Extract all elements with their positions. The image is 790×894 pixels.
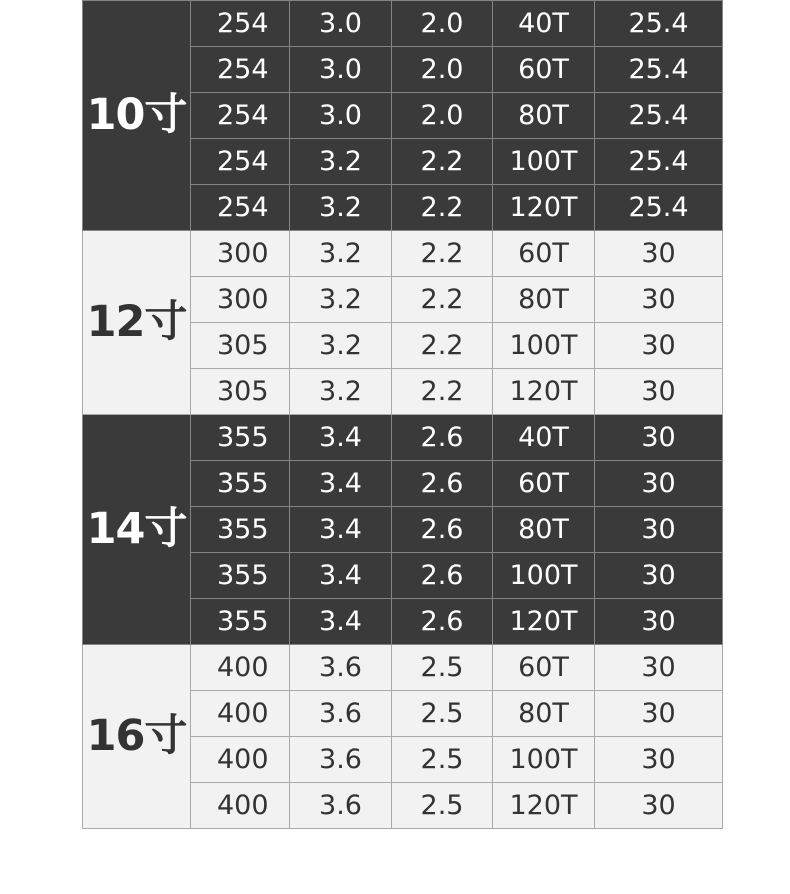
teeth-cell: 60T bbox=[493, 47, 595, 93]
diameter-cell: 355 bbox=[191, 461, 290, 507]
bore-cell: 30 bbox=[595, 783, 723, 829]
diameter-cell: 355 bbox=[191, 553, 290, 599]
kerf-cell: 3.6 bbox=[290, 783, 392, 829]
size-label-3: 14寸 bbox=[83, 415, 191, 645]
kerf-cell: 3.2 bbox=[290, 231, 392, 277]
size-label-1: 10寸 bbox=[83, 1, 191, 231]
bore-cell: 30 bbox=[595, 645, 723, 691]
bore-cell: 25.4 bbox=[595, 185, 723, 231]
plate-cell: 2.6 bbox=[392, 415, 493, 461]
size-label-2: 12寸 bbox=[83, 231, 191, 415]
bore-cell: 25.4 bbox=[595, 47, 723, 93]
bore-cell: 30 bbox=[595, 415, 723, 461]
table-row bbox=[83, 231, 723, 277]
teeth-cell: 80T bbox=[493, 691, 595, 737]
plate-cell: 2.6 bbox=[392, 461, 493, 507]
diameter-cell: 254 bbox=[191, 93, 290, 139]
teeth-cell: 120T bbox=[493, 369, 595, 415]
kerf-cell: 3.2 bbox=[290, 185, 392, 231]
plate-cell: 2.2 bbox=[392, 369, 493, 415]
diameter-cell: 305 bbox=[191, 369, 290, 415]
plate-cell: 2.5 bbox=[392, 691, 493, 737]
diameter-cell: 355 bbox=[191, 415, 290, 461]
plate-cell: 2.0 bbox=[392, 1, 493, 47]
kerf-cell: 3.0 bbox=[290, 47, 392, 93]
bore-cell: 30 bbox=[595, 323, 723, 369]
diameter-cell: 254 bbox=[191, 1, 290, 47]
teeth-cell: 80T bbox=[493, 93, 595, 139]
plate-cell: 2.2 bbox=[392, 277, 493, 323]
plate-cell: 2.2 bbox=[392, 139, 493, 185]
kerf-cell: 3.4 bbox=[290, 461, 392, 507]
teeth-cell: 100T bbox=[493, 737, 595, 783]
kerf-cell: 3.4 bbox=[290, 415, 392, 461]
diameter-cell: 300 bbox=[191, 277, 290, 323]
diameter-cell: 400 bbox=[191, 691, 290, 737]
bore-cell: 25.4 bbox=[595, 1, 723, 47]
bore-cell: 30 bbox=[595, 553, 723, 599]
teeth-cell: 40T bbox=[493, 415, 595, 461]
table-row bbox=[83, 415, 723, 461]
kerf-cell: 3.4 bbox=[290, 507, 392, 553]
teeth-cell: 120T bbox=[493, 185, 595, 231]
table-row bbox=[83, 1, 723, 47]
teeth-cell: 120T bbox=[493, 783, 595, 829]
kerf-cell: 3.2 bbox=[290, 369, 392, 415]
diameter-cell: 400 bbox=[191, 737, 290, 783]
table-row bbox=[83, 645, 723, 691]
plate-cell: 2.5 bbox=[392, 783, 493, 829]
kerf-cell: 3.2 bbox=[290, 139, 392, 185]
bore-cell: 30 bbox=[595, 507, 723, 553]
teeth-cell: 60T bbox=[493, 645, 595, 691]
kerf-cell: 3.4 bbox=[290, 599, 392, 645]
diameter-cell: 305 bbox=[191, 323, 290, 369]
plate-cell: 2.5 bbox=[392, 737, 493, 783]
teeth-cell: 100T bbox=[493, 323, 595, 369]
kerf-cell: 3.6 bbox=[290, 645, 392, 691]
plate-cell: 2.6 bbox=[392, 507, 493, 553]
kerf-cell: 3.4 bbox=[290, 553, 392, 599]
diameter-cell: 400 bbox=[191, 645, 290, 691]
bore-cell: 30 bbox=[595, 737, 723, 783]
kerf-cell: 3.2 bbox=[290, 323, 392, 369]
plate-cell: 2.6 bbox=[392, 553, 493, 599]
teeth-cell: 100T bbox=[493, 139, 595, 185]
teeth-cell: 60T bbox=[493, 231, 595, 277]
diameter-cell: 254 bbox=[191, 47, 290, 93]
bore-cell: 30 bbox=[595, 691, 723, 737]
teeth-cell: 40T bbox=[493, 1, 595, 47]
teeth-cell: 120T bbox=[493, 599, 595, 645]
spec-table bbox=[82, 0, 723, 829]
teeth-cell: 80T bbox=[493, 277, 595, 323]
size-label-4: 16寸 bbox=[83, 645, 191, 829]
plate-cell: 2.5 bbox=[392, 645, 493, 691]
plate-cell: 2.0 bbox=[392, 47, 493, 93]
diameter-cell: 300 bbox=[191, 231, 290, 277]
kerf-cell: 3.0 bbox=[290, 1, 392, 47]
plate-cell: 2.2 bbox=[392, 231, 493, 277]
diameter-cell: 355 bbox=[191, 599, 290, 645]
diameter-cell: 254 bbox=[191, 139, 290, 185]
teeth-cell: 80T bbox=[493, 507, 595, 553]
bore-cell: 30 bbox=[595, 369, 723, 415]
bore-cell: 25.4 bbox=[595, 139, 723, 185]
kerf-cell: 3.0 bbox=[290, 93, 392, 139]
plate-cell: 2.2 bbox=[392, 323, 493, 369]
teeth-cell: 60T bbox=[493, 461, 595, 507]
bore-cell: 25.4 bbox=[595, 93, 723, 139]
kerf-cell: 3.6 bbox=[290, 691, 392, 737]
diameter-cell: 400 bbox=[191, 783, 290, 829]
plate-cell: 2.0 bbox=[392, 93, 493, 139]
diameter-cell: 254 bbox=[191, 185, 290, 231]
bore-cell: 30 bbox=[595, 231, 723, 277]
spec-table-body bbox=[83, 1, 723, 829]
bore-cell: 30 bbox=[595, 277, 723, 323]
plate-cell: 2.6 bbox=[392, 599, 493, 645]
kerf-cell: 3.6 bbox=[290, 737, 392, 783]
teeth-cell: 100T bbox=[493, 553, 595, 599]
kerf-cell: 3.2 bbox=[290, 277, 392, 323]
plate-cell: 2.2 bbox=[392, 185, 493, 231]
bore-cell: 30 bbox=[595, 599, 723, 645]
diameter-cell: 355 bbox=[191, 507, 290, 553]
bore-cell: 30 bbox=[595, 461, 723, 507]
